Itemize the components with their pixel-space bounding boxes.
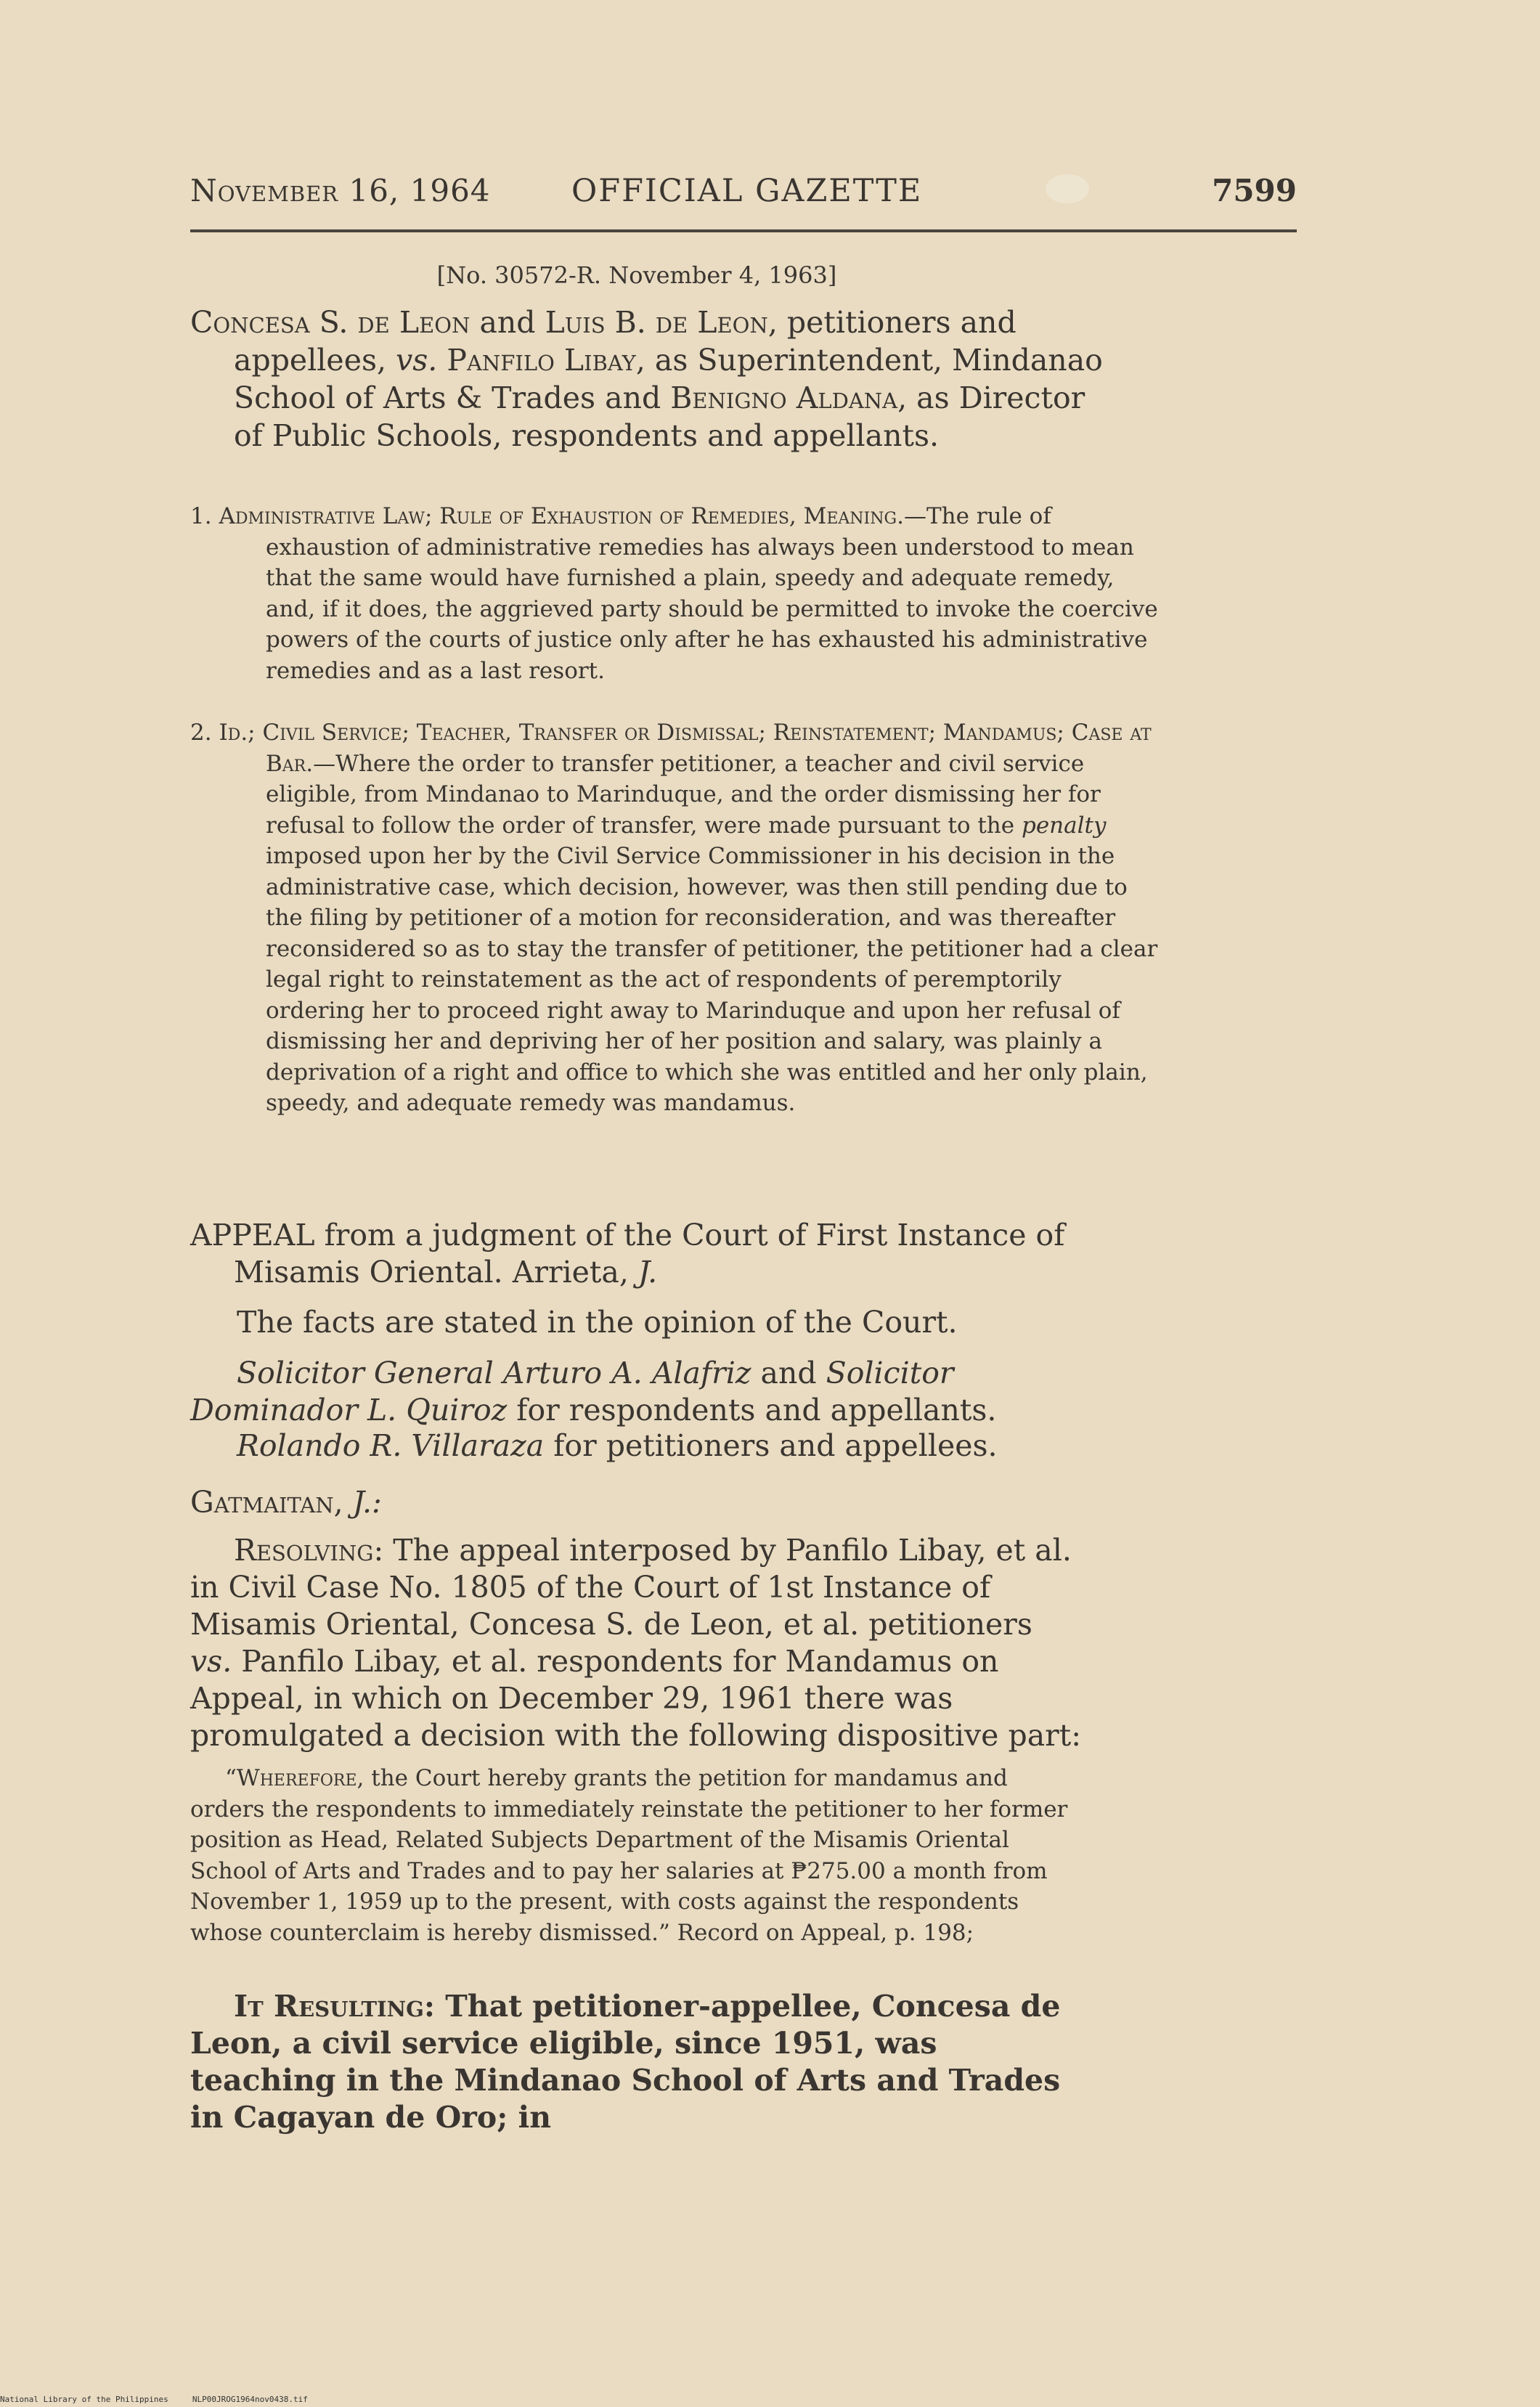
resolving-paragraph: Resolving: The appeal interposed by Panfilo Libay, et al. in Civil Case No. 1805 of the Court of 1st Instance of Misamis Oriental, Concesa S. de Leon, et al. petitioners vs. Panfilo Libay, et al. respondents for Mandamus on Appeal, in which on December 29, 1961 there was promulgated a decision with the following dispositive part:: [190, 1533, 1082, 1753]
header-publication: OFFICIAL GAZETTE: [571, 173, 923, 209]
docket-line: [No. 30572-R. November 4, 1963]: [436, 261, 837, 289]
page-number: 7599: [1212, 173, 1297, 208]
party-name: Benigno Aldana: [670, 380, 898, 415]
syllabus-item: 1. Administrative Law; Rule of Exhaustion of Remedies, Meaning.—The rule of exhaustion of administrative remedies has always been understood to mean that the same would have furnished a plain, speedy and adequate remedy, and, if it does, the aggrieved party should be permitted to invoke the coercive powers of the courts of justice only after he has exhausted his administrative remedies and as a last resort.: [190, 503, 1158, 684]
facts-line: The facts are stated in the opinion of the Court.: [237, 1305, 958, 1340]
syllabus-item: 2. Id.; Civil Service; Teacher, Transfer or Dismissal; Reinstatement; Mandamus; Case at Bar.—Where the order to transfer petitioner, a teacher and civil service eligible, from Mindanao to Marinduque, and the order dismissing her for refusal to follow the order of transfer, were made pursuant to the penalty imposed upon her by the Civil Service Commissioner in his decision in the administrative case, which decision, however, was then still pending due to the filing by petitioner of a motion for reconsideration, and was thereafter reconsidered so as to stay the transfer of petitioner, the petitioner had a clear legal right to reinstatement as the act of respondents of peremptorily ordering her to proceed right away to Marinduque and upon her refusal of dismissing her and depriving her of her position and salary, was plainly a deprivation of a right and office to which she was entitled and her only plain, speedy, and adequate remedy was mandamus.: [190, 720, 1158, 1116]
resulting-paragraph: It Resulting: That petitioner-appellee, Concesa de Leon, a civil service eligible, since 1951, was teaching in the Mindanao School of Arts and Trades in Cagayan de Oro; in: [190, 1989, 1061, 2135]
counsel-respondents: Solicitor General Arturo A. Alafriz and Solicitor Dominador L. Quiroz for respondents and appellants.: [190, 1356, 997, 1427]
party-name: Luis B. de Leon: [545, 305, 768, 340]
counsel-petitioners: Rolando R. Villaraza for petitioners and appellees.: [237, 1428, 998, 1463]
syllabus-topic: Administrative Law; Rule of Exhaustion of Remedies, Meaning.: [219, 503, 904, 529]
syllabus-topic: Id.; Civil Service; Teacher, Transfer or Dismissal; Reinstatement; Mandamus; Case at Bar.: [219, 720, 1152, 777]
party-name: Panfilo Libay: [447, 343, 636, 378]
scan-footer: National Library of the Philippines NLP00JROG1964nov0438.tif: [0, 2395, 308, 2404]
case-caption: Concesa S. de Leon and Luis B. de Leon, petitioners and appellees, vs. Panfilo Libay, as Superintendent, Mindanao School of Arts & Trades and Benigno Aldana, as Director of Public Schools, respondents and appellants.: [190, 305, 1103, 453]
header-date: November 16, 1964: [190, 173, 491, 208]
header-rule: [190, 229, 1297, 232]
party-name: Concesa S. de Leon: [190, 305, 470, 340]
dispositive-quote: “Wherefore, the Court hereby grants the petition for mandamus and orders the respondents to immediately reinstate the petitioner to her former position as Head, Related Subjects Department of the Misamis Oriental School of Arts and Trades and to pay her salaries at ₱275.00 a month from November 1, 1959 up to the present, with costs against the respondents whose counterclaim is hereby dismissed.” Record on Appeal, p. 198;: [190, 1765, 1068, 1946]
appeal-line: APPEAL from a judgment of the Court of First Instance of Misamis Oriental. Arrieta, J.: [190, 1218, 1065, 1290]
ponente: Gatmaitan, J.:: [190, 1485, 382, 1520]
running-header: [190, 173, 1297, 216]
